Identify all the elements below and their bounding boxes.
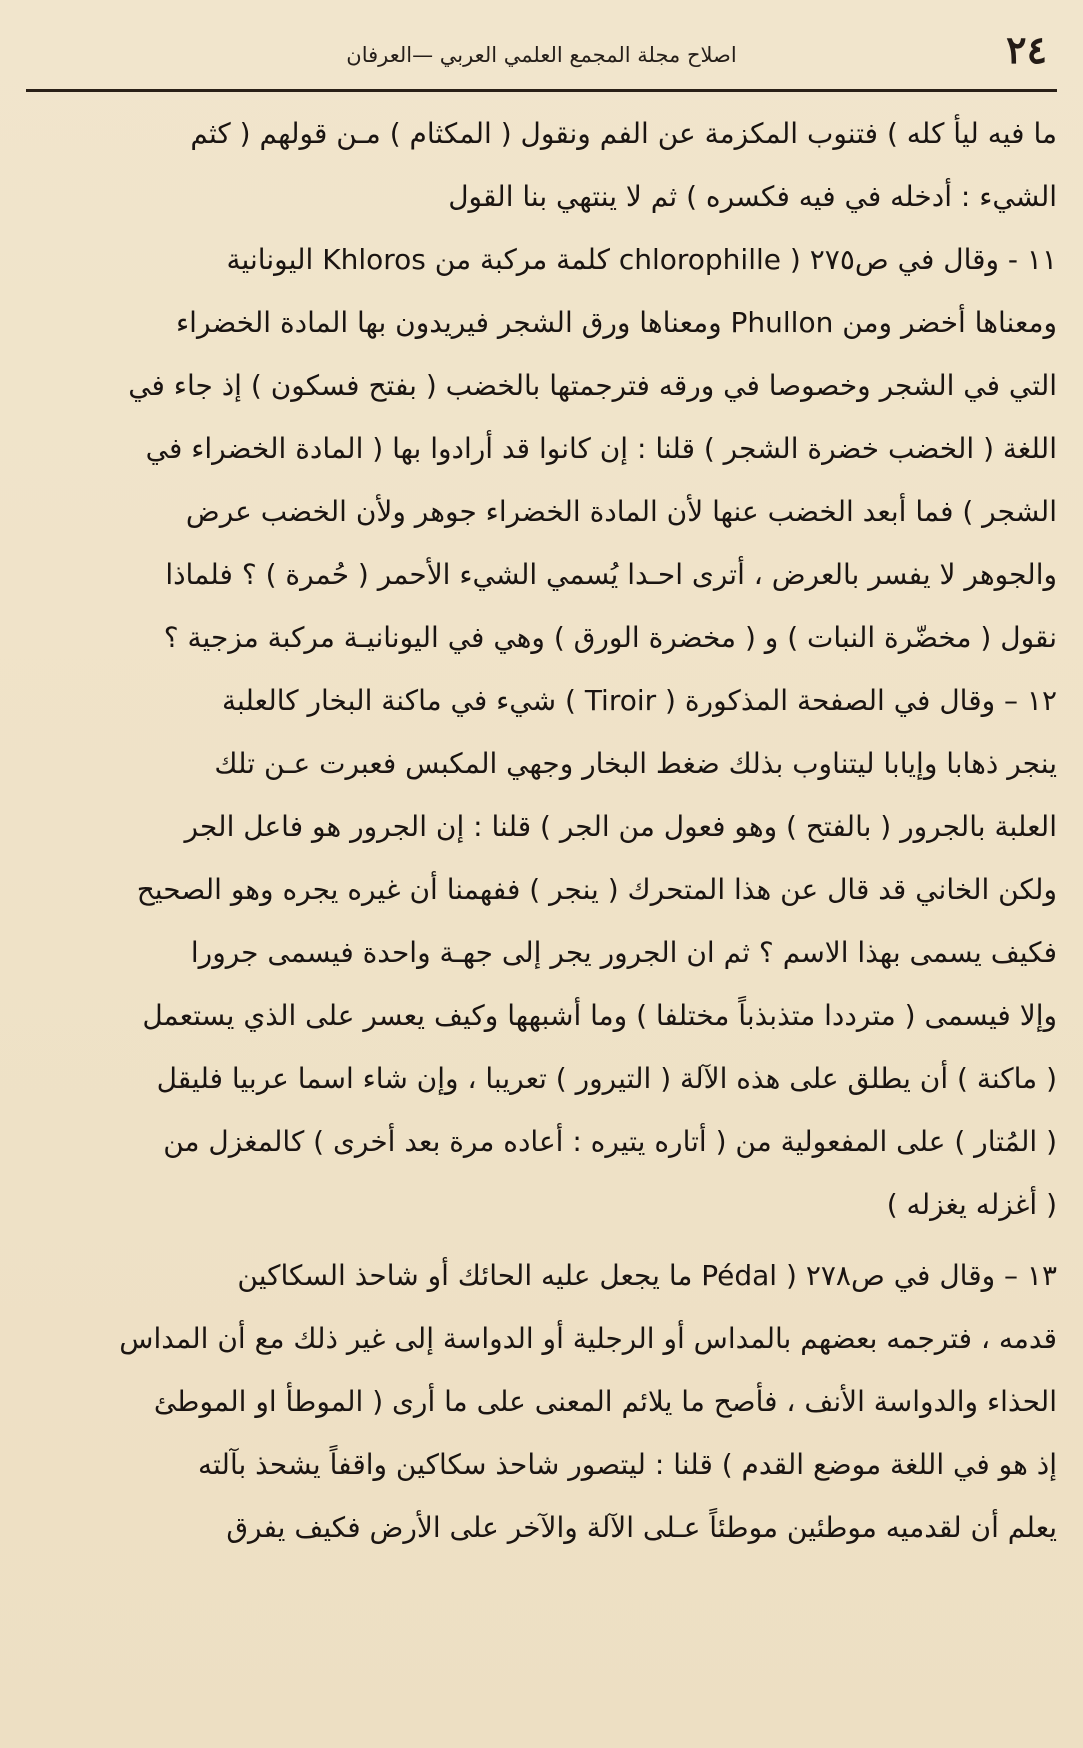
text-line: فكيف يسمى بهذا الاسم ؟ ثم ان الجرور يجر إلى جهـة واحدة فيسمى جرورا (190, 936, 1057, 969)
text-line: نقول ( مخضّرة النبات ) و ( مخضرة الورق ) وهي في اليونانيـة مركبة مزجية ؟ (163, 621, 1057, 654)
text-line: والجوهر لا يفسر بالعرض ، أترى احـدا يُسمي الشيء الأحمر ( حُمرة ) ؟ فلماذا (165, 558, 1057, 591)
text-line: ( المُتار ) على المفعولية من ( أتاره يتيره : أعاده مرة بعد أخرى ) كالمغزل من (163, 1125, 1057, 1158)
text-line: ينجر ذهابا وإيابا ليتناوب بذلك ضغط البخار وجهي المكبس فعبرت عـن تلك (214, 747, 1057, 780)
text-line: وإلا فيسمى ( مترددا متذبذباً مختلفا ) وما أشبهها وكيف يعسر على الذي يستعمل (142, 999, 1057, 1032)
text-line: الحذاء والدواسة الأنف ، فأصح ما يلائم المعنى على ما أرى ( الموطأ او الموطئ (153, 1385, 1057, 1418)
text-line: ١٣ – وقال في ص٢٧٨ ( Pédal ما يجعل عليه الحائك أو شاحذ السكاكين (237, 1259, 1057, 1292)
text-line: ( أغزله يغزله ) (886, 1188, 1057, 1221)
text-line: ( ماكنة ) أن يطلق على هذه الآلة ( التيرور ) تعريبا ، وإن شاء اسما عربيا فليقل (156, 1062, 1057, 1095)
text-line: ولكن الخاني قد قال عن هذا المتحرك ( ينجر ) ففهمنا أن غيره يجره وهو الصحيح (136, 873, 1057, 906)
text-line: العلبة بالجرور ( بالفتح ) وهو فعول من الجر ) قلنا : إن الجرور هو فاعل الجر (184, 810, 1057, 843)
text-line: ١١ - وقال في ص٢٧٥ ( chlorophille كلمة مركبة من Khloros اليونانية (226, 243, 1057, 276)
running-head: اصلاح مجلة المجمع العلمي العربي —العرفان (346, 43, 737, 67)
page-number: ٢٤ (1006, 27, 1047, 72)
text-line: قدمه ، فترجمه بعضهم بالمداس أو الرجلية أو الدواسة إلى غير ذلك مع أن المداس (119, 1322, 1057, 1355)
page-header (26, 28, 1057, 92)
text-line: الشيء : أدخله في فيه فكسره ) ثم لا ينتهي بنا القول (448, 180, 1057, 213)
text-line: الشجر ) فما أبعد الخضب عنها لأن المادة الخضراء جوهر ولأن الخضب عرض (185, 495, 1057, 528)
text-line: ما فيه ليأ كله ) فتنوب المكزمة عن الفم ونقول ( المكثام ) مـن قولهم ( كثم (190, 117, 1057, 150)
page-body (26, 102, 1057, 1559)
text-line: إذ هو في اللغة موضع القدم ) قلنا : ليتصور شاحذ سكاكين واقفاً يشحذ بآلته (197, 1448, 1057, 1481)
paragraph-gap (26, 1236, 1057, 1244)
text-line: ١٢ – وقال في الصفحة المذكورة ( Tiroir ) شيء في ماكنة البخار كالعلبة (221, 684, 1057, 717)
text-line: اللغة ( الخضب خضرة الشجر ) قلنا : إن كانوا قد أرادوا بها ( المادة الخضراء في (145, 432, 1057, 465)
text-line: التي في الشجر وخصوصا في ورقه فترجمتها بالخضب ( بفتح فسكون ) إذ جاء في (128, 369, 1057, 402)
text-line: ومعناها أخضر ومن Phullon ومعناها ورق الشجر فيريدون بها المادة الخضراء (176, 306, 1057, 339)
text-line: يعلم أن لقدميه موطئين موطئاً عـلى الآلة والآخر على الأرض فكيف يفرق (226, 1511, 1057, 1544)
header-rule (26, 89, 1057, 92)
